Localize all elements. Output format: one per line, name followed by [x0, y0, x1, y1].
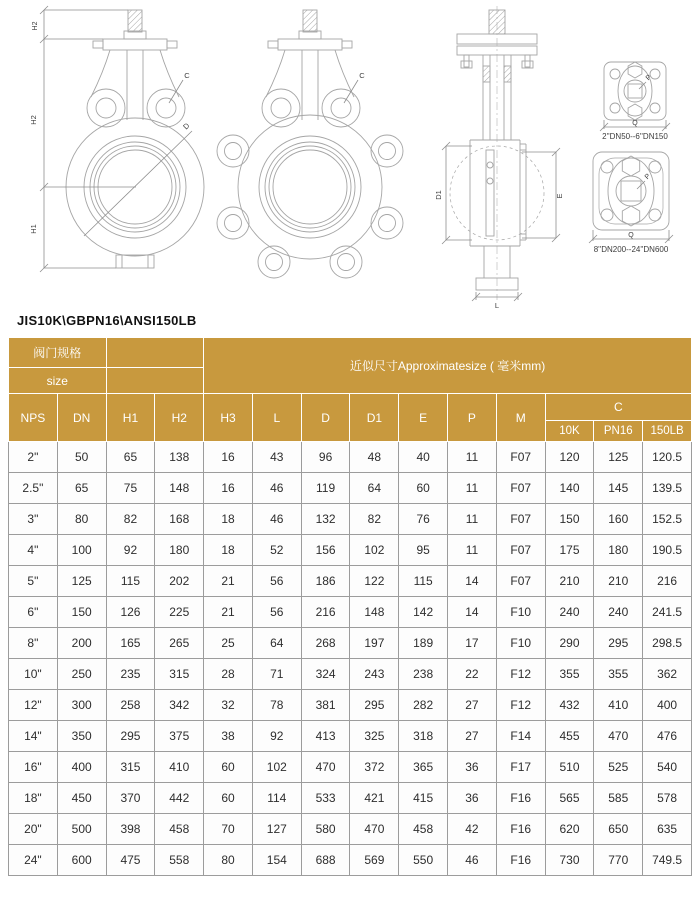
table-cell: 415 [399, 783, 448, 814]
col-header-h1: H1 [106, 394, 155, 442]
table-cell: 180 [155, 535, 204, 566]
table-cell: 21 [204, 597, 253, 628]
table-cell: 202 [155, 566, 204, 597]
table-cell: 216 [301, 597, 350, 628]
table-cell: 268 [301, 628, 350, 659]
dim-label-d1: D1 [434, 190, 443, 200]
table-row [9, 783, 692, 814]
table-cell: 80 [57, 504, 106, 535]
table-cell: 22 [448, 659, 497, 690]
table-row [9, 690, 692, 721]
table-cell: 398 [106, 814, 155, 845]
table-cell: 102 [252, 752, 301, 783]
header-spacer-2 [106, 368, 204, 394]
table-row [9, 659, 692, 690]
table-cell: 64 [252, 628, 301, 659]
table-cell: 48 [350, 442, 399, 473]
section-view-drawing [434, 6, 564, 310]
table-cell: 92 [252, 721, 301, 752]
col-header-pn16: PN16 [594, 421, 643, 442]
table-cell: F12 [496, 659, 545, 690]
col-header-10k: 10K [545, 421, 594, 442]
table-cell: 2" [9, 442, 58, 473]
table-cell: 470 [350, 814, 399, 845]
table-cell: 36 [448, 752, 497, 783]
table-cell: 18 [204, 504, 253, 535]
table-row [9, 752, 692, 783]
dim-label-e: E [555, 193, 564, 199]
iso-flange-small-drawing [600, 62, 670, 141]
col-header-d: D [301, 394, 350, 442]
table-cell: 450 [57, 783, 106, 814]
wafer-valve-drawing [29, 6, 204, 272]
table-cell: 20" [9, 814, 58, 845]
table-cell: 476 [643, 721, 692, 752]
dim-label-h2: H2 [29, 115, 38, 125]
table-cell: 298.5 [643, 628, 692, 659]
flange-small-caption: 2''DN50--6''DN150 [602, 132, 668, 141]
table-cell: 150 [545, 504, 594, 535]
table-cell: 400 [57, 752, 106, 783]
table-cell: 11 [448, 504, 497, 535]
dim-label-h1: H1 [29, 224, 38, 234]
table-cell: 43 [252, 442, 301, 473]
table-cell: 76 [399, 504, 448, 535]
table-row [9, 442, 692, 473]
table-cell: 749.5 [643, 845, 692, 876]
table-cell: F16 [496, 814, 545, 845]
table-cell: 60 [204, 752, 253, 783]
col-header-p: P [448, 394, 497, 442]
table-cell: 27 [448, 690, 497, 721]
table-cell: 92 [106, 535, 155, 566]
table-cell: 410 [155, 752, 204, 783]
table-cell: 42 [448, 814, 497, 845]
table-cell: 565 [545, 783, 594, 814]
table-cell: 46 [252, 504, 301, 535]
table-cell: 14" [9, 721, 58, 752]
table-cell: 315 [106, 752, 155, 783]
table-cell: 18" [9, 783, 58, 814]
table-cell: 50 [57, 442, 106, 473]
table-row [9, 473, 692, 504]
table-body [9, 442, 692, 876]
table-cell: 365 [399, 752, 448, 783]
table-cell: F14 [496, 721, 545, 752]
table-cell: 295 [350, 690, 399, 721]
table-cell: 282 [399, 690, 448, 721]
col-header-c-group: C [545, 394, 691, 421]
table-cell: 11 [448, 535, 497, 566]
table-cell: 475 [106, 845, 155, 876]
table-cell: 558 [155, 845, 204, 876]
table-cell: 115 [106, 566, 155, 597]
table-cell: 140 [545, 473, 594, 504]
table-cell: 138 [155, 442, 204, 473]
table-cell: 458 [155, 814, 204, 845]
table-cell: 125 [594, 442, 643, 473]
table-cell: F07 [496, 566, 545, 597]
table-cell: 36 [448, 783, 497, 814]
table-cell: 240 [594, 597, 643, 628]
table-cell: 38 [204, 721, 253, 752]
table-cell: 75 [106, 473, 155, 504]
table-cell: 24" [9, 845, 58, 876]
table-cell: 730 [545, 845, 594, 876]
table-cell: 375 [155, 721, 204, 752]
dim-label-d: D [181, 121, 192, 132]
table-cell: 114 [252, 783, 301, 814]
table-cell: 142 [399, 597, 448, 628]
table-cell: 115 [399, 566, 448, 597]
dimension-table [8, 337, 692, 876]
table-cell: 6" [9, 597, 58, 628]
table-cell: 216 [643, 566, 692, 597]
table-cell: 525 [594, 752, 643, 783]
table-cell: 342 [155, 690, 204, 721]
table-cell: 510 [545, 752, 594, 783]
table-cell: 197 [350, 628, 399, 659]
table-cell: 300 [57, 690, 106, 721]
table-cell: 132 [301, 504, 350, 535]
table-row [9, 504, 692, 535]
table-cell: 470 [594, 721, 643, 752]
table-cell: 580 [301, 814, 350, 845]
page-title: JIS10K\GBPN16\ANSI150LB [17, 313, 197, 328]
table-cell: 148 [155, 473, 204, 504]
table-cell: 325 [350, 721, 399, 752]
table-cell: 413 [301, 721, 350, 752]
table-cell: 2.5" [9, 473, 58, 504]
table-cell: 125 [57, 566, 106, 597]
col-header-dn: DN [57, 394, 106, 442]
table-cell: 148 [350, 597, 399, 628]
lug-valve-drawing [217, 10, 403, 278]
col-header-h2: H2 [155, 394, 204, 442]
col-header-e: E [399, 394, 448, 442]
table-cell: 64 [350, 473, 399, 504]
table-cell: 243 [350, 659, 399, 690]
table-cell: 21 [204, 566, 253, 597]
table-cell: 52 [252, 535, 301, 566]
flange-large-caption: 8''DN200--24''DN600 [593, 245, 669, 254]
table-cell: 120 [545, 442, 594, 473]
table-cell: 65 [106, 442, 155, 473]
table-cell: F10 [496, 597, 545, 628]
table-cell: F07 [496, 473, 545, 504]
table-cell: 455 [545, 721, 594, 752]
table-cell: 5" [9, 566, 58, 597]
table-cell: 127 [252, 814, 301, 845]
table-cell: 225 [155, 597, 204, 628]
table-cell: 40 [399, 442, 448, 473]
table-cell: 60 [399, 473, 448, 504]
table-cell: 122 [350, 566, 399, 597]
header-size: size [9, 368, 107, 394]
table-cell: 165 [106, 628, 155, 659]
table-cell: 119 [301, 473, 350, 504]
table-cell: 46 [448, 845, 497, 876]
table-cell: 27 [448, 721, 497, 752]
table-cell: F07 [496, 535, 545, 566]
table-cell: 318 [399, 721, 448, 752]
table-cell: 688 [301, 845, 350, 876]
col-header-l: L [252, 394, 301, 442]
table-cell: 295 [594, 628, 643, 659]
table-cell: F16 [496, 845, 545, 876]
table-cell: 290 [545, 628, 594, 659]
table-cell: 95 [399, 535, 448, 566]
table-row [9, 845, 692, 876]
col-header-150lb: 150LB [643, 421, 692, 442]
table-cell: 240 [545, 597, 594, 628]
table-cell: 238 [399, 659, 448, 690]
table-cell: 175 [545, 535, 594, 566]
table-cell: 11 [448, 473, 497, 504]
col-header-d1: D1 [350, 394, 399, 442]
table-row [9, 566, 692, 597]
table-cell: 442 [155, 783, 204, 814]
table-cell: 96 [301, 442, 350, 473]
table-cell: 650 [594, 814, 643, 845]
table-cell: 540 [643, 752, 692, 783]
table-row [9, 814, 692, 845]
table-cell: 620 [545, 814, 594, 845]
table-cell: 458 [399, 814, 448, 845]
table-cell: 152.5 [643, 504, 692, 535]
table-cell: 186 [301, 566, 350, 597]
table-cell: 315 [155, 659, 204, 690]
table-cell: 295 [106, 721, 155, 752]
table-cell: 60 [204, 783, 253, 814]
dim-label-p-large: P [643, 172, 653, 182]
table-cell: 126 [106, 597, 155, 628]
col-header-h3: H3 [204, 394, 253, 442]
table-cell: 381 [301, 690, 350, 721]
table-cell: 102 [350, 535, 399, 566]
iso-flange-large-drawing [589, 152, 673, 254]
col-header-nps: NPS [9, 394, 58, 442]
table-cell: 432 [545, 690, 594, 721]
dim-label-c-lug: C [359, 71, 365, 80]
table-cell: 16 [204, 442, 253, 473]
table-cell: 355 [594, 659, 643, 690]
table-cell: 160 [594, 504, 643, 535]
table-cell: 154 [252, 845, 301, 876]
table-cell: 410 [594, 690, 643, 721]
table-cell: 8" [9, 628, 58, 659]
table-cell: 585 [594, 783, 643, 814]
table-cell: F07 [496, 504, 545, 535]
table-cell: 139.5 [643, 473, 692, 504]
table-cell: 82 [106, 504, 155, 535]
table-cell: 550 [399, 845, 448, 876]
table-cell: 11 [448, 442, 497, 473]
valve-technical-drawings [0, 0, 700, 312]
header-valve-spec-cn: 阀门规格 [9, 338, 107, 368]
table-cell: 17 [448, 628, 497, 659]
table-cell: 150 [57, 597, 106, 628]
table-cell: 16" [9, 752, 58, 783]
table-cell: 578 [643, 783, 692, 814]
table-cell: 168 [155, 504, 204, 535]
table-row [9, 597, 692, 628]
table-cell: 10" [9, 659, 58, 690]
table-row [9, 721, 692, 752]
table-cell: F12 [496, 690, 545, 721]
table-cell: 65 [57, 473, 106, 504]
table-cell: 16 [204, 473, 253, 504]
table-cell: 4" [9, 535, 58, 566]
table-cell: 156 [301, 535, 350, 566]
table-cell: 635 [643, 814, 692, 845]
table-cell: 770 [594, 845, 643, 876]
dim-label-h2-top: H2 [32, 21, 39, 31]
table-row [9, 535, 692, 566]
table-header [9, 338, 692, 442]
table-cell: 600 [57, 845, 106, 876]
table-cell: 258 [106, 690, 155, 721]
table-cell: 470 [301, 752, 350, 783]
table-cell: 370 [106, 783, 155, 814]
dim-label-l: L [494, 301, 500, 310]
table-cell: 82 [350, 504, 399, 535]
table-cell: 372 [350, 752, 399, 783]
table-cell: 350 [57, 721, 106, 752]
table-cell: 569 [350, 845, 399, 876]
table-cell: 362 [643, 659, 692, 690]
table-cell: 180 [594, 535, 643, 566]
table-cell: 324 [301, 659, 350, 690]
table-cell: 265 [155, 628, 204, 659]
dim-label-q-large: Q [628, 232, 634, 239]
table-cell: 32 [204, 690, 253, 721]
dim-label-q-small: Q [632, 120, 638, 127]
table-cell: 533 [301, 783, 350, 814]
table-cell: 14 [448, 566, 497, 597]
table-cell: 210 [545, 566, 594, 597]
table-cell: F10 [496, 628, 545, 659]
table-cell: 355 [545, 659, 594, 690]
table-cell: 80 [204, 845, 253, 876]
table-cell: 12" [9, 690, 58, 721]
table-cell: 56 [252, 566, 301, 597]
table-cell: 78 [252, 690, 301, 721]
table-cell: 145 [594, 473, 643, 504]
table-cell: 189 [399, 628, 448, 659]
table-cell: 421 [350, 783, 399, 814]
table-cell: 56 [252, 597, 301, 628]
table-cell: 235 [106, 659, 155, 690]
table-cell: 200 [57, 628, 106, 659]
table-cell: 100 [57, 535, 106, 566]
dim-label-c-wafer: C [184, 71, 190, 80]
header-spacer-1 [106, 338, 204, 368]
table-cell: 70 [204, 814, 253, 845]
table-cell: 46 [252, 473, 301, 504]
table-cell: 25 [204, 628, 253, 659]
table-cell: 190.5 [643, 535, 692, 566]
table-cell: 500 [57, 814, 106, 845]
table-cell: 71 [252, 659, 301, 690]
table-cell: 210 [594, 566, 643, 597]
col-header-m: M [496, 394, 545, 442]
table-cell: F16 [496, 783, 545, 814]
table-cell: 241.5 [643, 597, 692, 628]
header-approx-size: 近似尺寸Approximatesize ( 毫米mm) [204, 338, 692, 394]
table-row [9, 628, 692, 659]
table-cell: F17 [496, 752, 545, 783]
table-cell: 250 [57, 659, 106, 690]
dim-label-p-small: P [644, 73, 654, 83]
table-cell: 120.5 [643, 442, 692, 473]
table-cell: 14 [448, 597, 497, 628]
table-cell: F07 [496, 442, 545, 473]
table-cell: 18 [204, 535, 253, 566]
table-cell: 3" [9, 504, 58, 535]
table-cell: 28 [204, 659, 253, 690]
table-cell: 400 [643, 690, 692, 721]
